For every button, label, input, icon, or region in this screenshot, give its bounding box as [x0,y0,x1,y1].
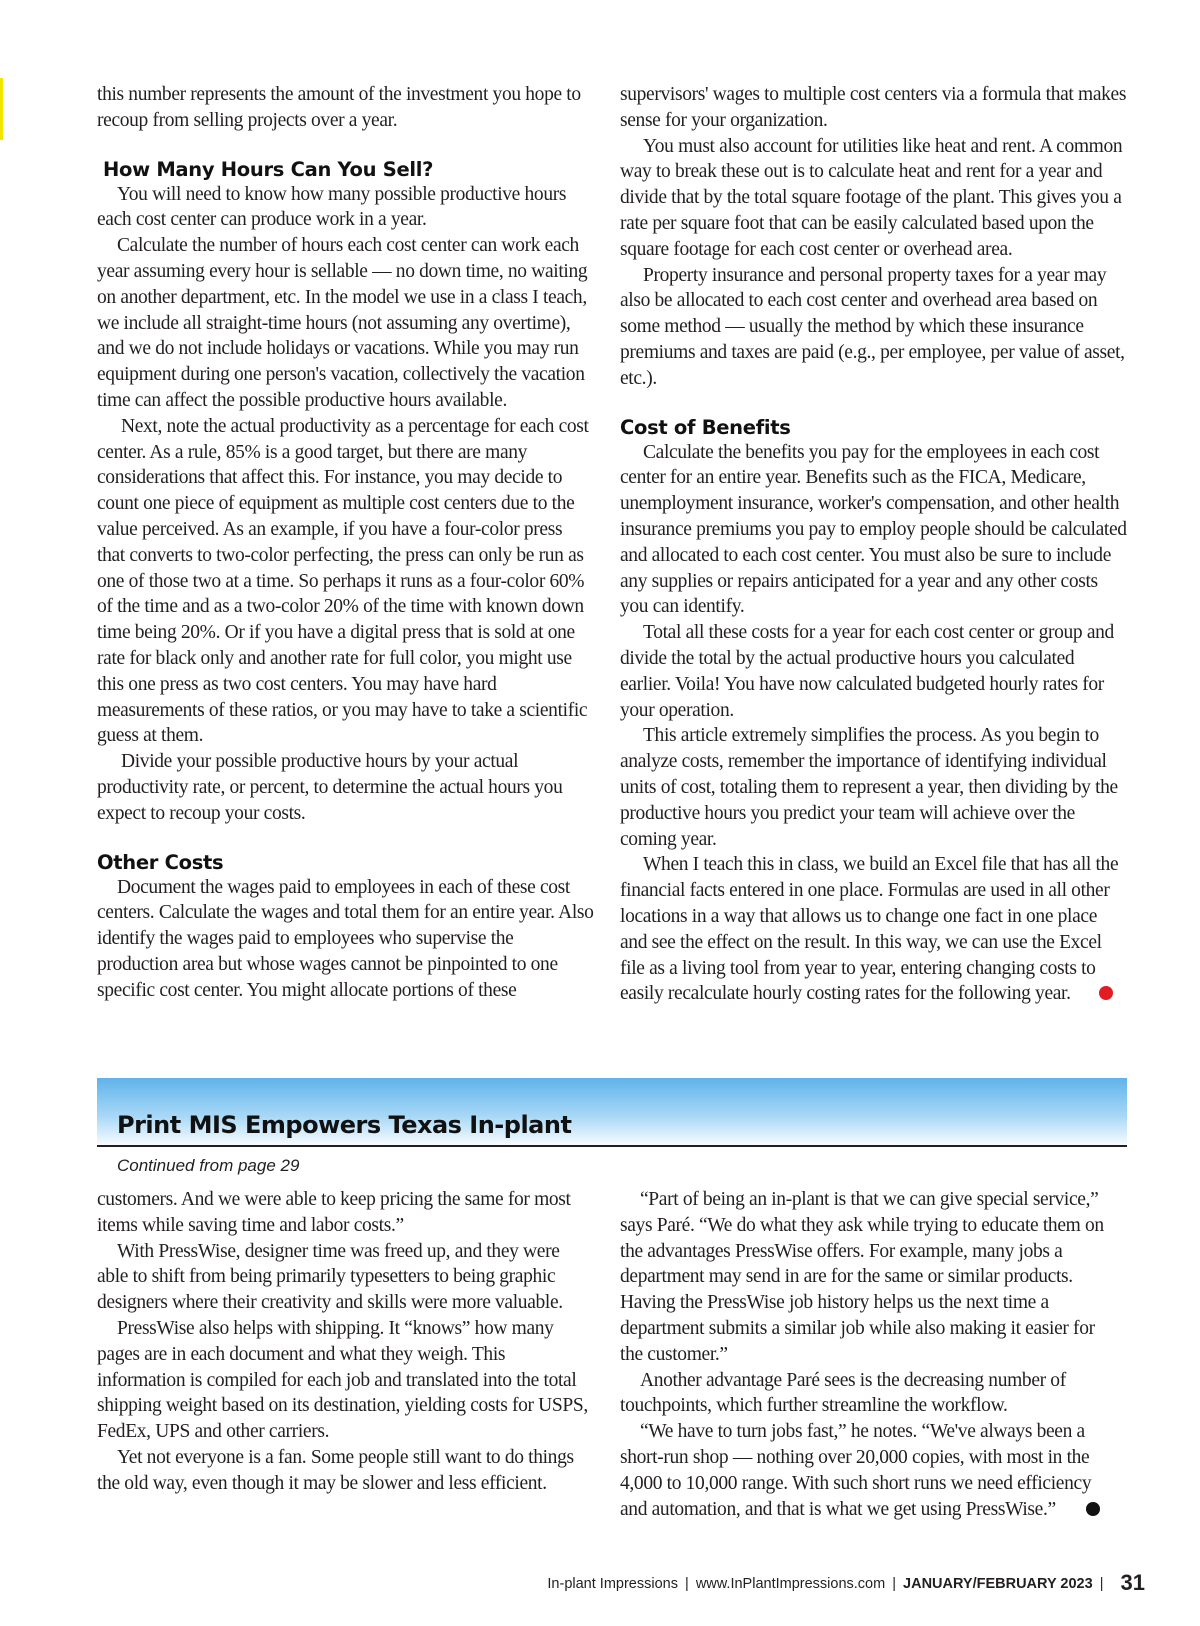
footer-url: www.InPlantImpressions.com [695,1576,886,1592]
end-of-story-dot-icon [1086,1502,1100,1516]
article-paragraph: You must also account for utilities like heat and rent. A common way to break these out is to calculate heat and rent for a year and divide that by the total square footage of the plant. This gives you a rate per square foot that can be easily calculated based upon the square footage for each cost center or overhead area. [620,135,1123,260]
footer-issue: JANUARY/FEBRUARY 2023 [903,1576,1093,1592]
sidebar-column-left [97,1187,594,1497]
article-paragraph [620,852,1127,1007]
end-of-article-dot-icon [1099,986,1113,1000]
sidebar-column-right [620,1187,1120,1522]
sidebar-paragraph-text: “We have to turn jobs fast,” he notes. “We've always been a short-run shop — nothing over 20,000 copies, with most in the 4,000 to 10,000 range. With such short runs we need efficiency and automation, and that is what we get using PressWise.” [620,1421,1092,1520]
footer-publication: In-plant Impressions [547,1576,678,1592]
sidebar-paragraph: customers. And we were able to keep pricing the same for most items while saving time and labor costs.” [97,1189,571,1236]
page-number: 31 [1120,1570,1145,1595]
section-heading-hours: How Many Hours Can You Sell? [103,157,434,181]
article-paragraph: You will need to know how many possible productive hours each cost center can produce work in a year. [97,183,567,231]
article-column-right [620,82,1127,1007]
article-paragraph: supervisors' wages to multiple cost centers via a formula that makes sense for your organization. [620,84,1127,131]
article-paragraph: Calculate the number of hours each cost center can work each year assuming every hour is sellable — no down time, no waiting on another department, etc. In the model we use in a class I teach, we include all straight-time hours (not assuming any overtime), and we do not include holidays or vacations. While you may run equipment during one person's vacation, collectively the vacation time can affect the possible productive hours available. [97,235,588,411]
article-paragraph: this number represents the amount of the investment you hope to recoup from selling projects over a year. [97,84,581,131]
sidebar-title: Print MIS Empowers Texas In-plant [117,1111,572,1139]
article-column-left [97,82,594,1004]
sidebar-rule [97,1145,1127,1147]
article-paragraph: Divide your possible productive hours by your actual productivity rate, or percent, to determine the actual hours you expect to recoup your costs. [97,751,563,824]
article-paragraph: Total all these costs for a year for each cost center or group and divide the total by the actual productive hours you calculated earlier. Voila! You have now calculated budgeted hourly rates for your operation. [620,622,1114,721]
article-paragraph: Calculate the benefits you pay for the employees in each cost center for an entire year. Benefits such as the FICA, Medicare, unemployment insurance, worker's compensation, and other health insurance premiums you pay to employ people should be calculated and allocated to each cost center. You must also be sure to include any supplies or repairs anticipated for a year and any other costs you can identify. [620,441,1127,618]
article-paragraph: This article extremely simplifies the process. As you begin to analyze costs, remember the importance of identifying individual units of cost, totaling them to represent a year, then dividing by the productive hours you predict your team will achieve over the coming year. [620,725,1118,850]
sidebar-paragraph: PressWise also helps with shipping. It “knows” how many pages are in each document and what they weigh. This information is compiled for each job and translated into the total shipping weight based on its destination, yielding costs for USPS, FedEx, UPS and other carriers. [97,1317,588,1443]
article-paragraph: Property insurance and personal property taxes for a year may also be allocated to each cost center and overhead area based on some method — usually the method by which these insurance premiums and taxes are paid (e.g., per employee, per value of asset, etc.). [620,264,1125,389]
sidebar-paragraph: With PressWise, designer time was freed up, and they were able to shift from being primarily typesetters to being graphic designers where their creativity and skills were more valuable. [97,1240,563,1314]
side-accent-bar [0,78,3,140]
sidebar-paragraph: “Part of being an in-plant is that we can give special service,” says Paré. “We do what they ask while trying to educate them on the advantages PressWise offers. For example, many jobs a department may send in are for the same or similar products. Having the PressWise job history helps us the next time a department submits a similar job while also making it easier for the customer.” [620,1189,1104,1365]
footer-separator: | [685,1576,689,1592]
continued-from-note: Continued from page 29 [117,1156,300,1175]
section-heading-benefits: Cost of Benefits [620,415,791,439]
section-heading-other-costs: Other Costs [97,850,224,874]
footer-separator: | [1099,1576,1104,1592]
sidebar-paragraph: Another advantage Paré sees is the decreasing number of touchpoints, which further streamline the workflow. [620,1369,1066,1417]
article-paragraph: Document the wages paid to employees in each of these cost centers. Calculate the wages and total them for an entire year. Also identify the wages paid to employees who supervise the production area but whose wages cannot be pinpointed to one specific cost center. You might allocate portions of these [97,876,594,1001]
article-paragraph-text: When I teach this in class, we build an Excel file that has all the financial facts entered in one place. Formulas are used in all other locations in a way that allows us to change one fact in one place and see the effect on the result. In this way, we can use the Excel file as a living tool from year to year, entering changing costs to easily recalculate hourly costing rates for the following year. [620,854,1119,1005]
article-paragraph: Next, note the actual productivity as a percentage for each cost center. As a rule, 85% is a good target, but there are many considerations that affect this. For instance, you may decide to count one piece of equipment as multiple cost centers due to the value perceived. As an example, if you have a four-color press that converts to two-color perfecting, the press can only be run as one of those two at a time. So perhaps it runs as a four-color 60% of the time and as a two-color 20% of the time with known down time being 20%. Or if you have a digital press that is sold at one rate for black only and another rate for full color, you might use this one press as two cost centers. You may have hard measurements of these ratios, or you may have to take a scientific guess at them. [97,415,589,747]
sidebar-paragraph [620,1419,1120,1522]
sidebar-paragraph: Yet not everyone is a fan. Some people still want to do things the old way, even though it may be slower and less efficient. [97,1446,574,1494]
footer-separator: | [892,1576,896,1592]
page-footer [547,1570,1145,1596]
